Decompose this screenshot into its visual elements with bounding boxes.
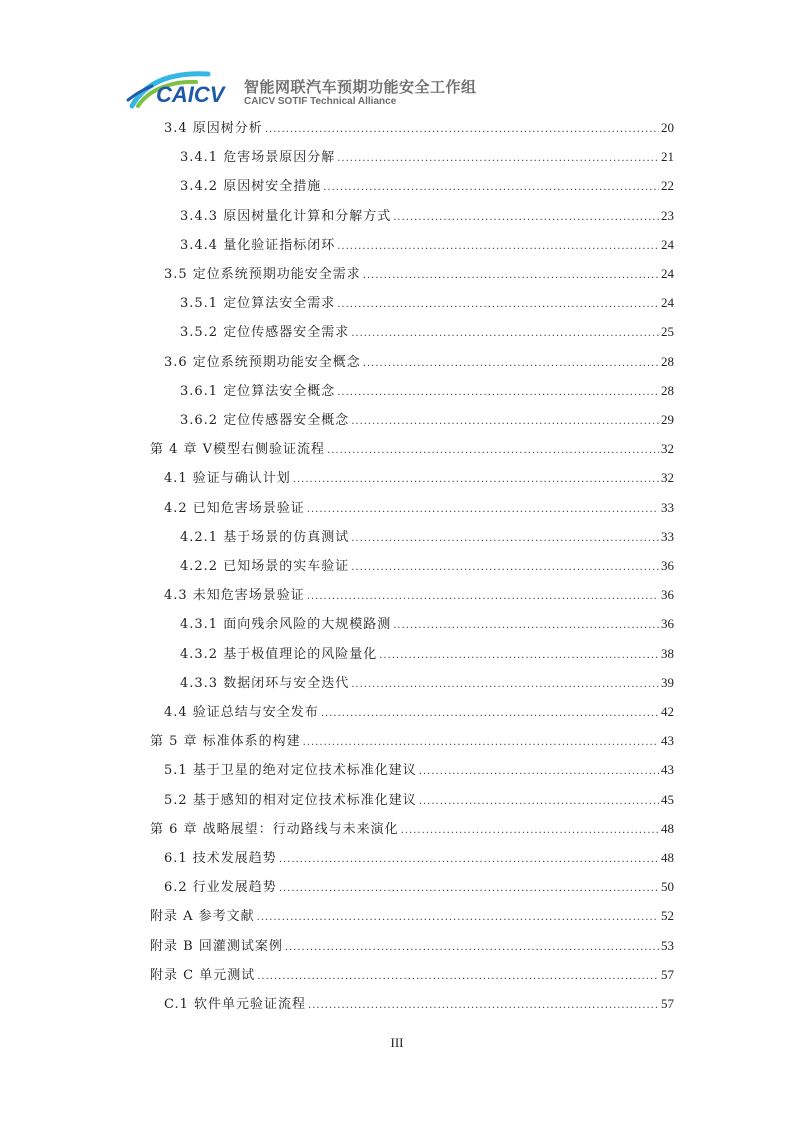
toc-entry-page: 25 xyxy=(661,324,674,340)
toc-entry-page: 36 xyxy=(661,616,674,632)
toc-entry-title: 5.1 基于卫星的绝对定位技术标准化建议 xyxy=(164,763,417,779)
toc-entry[interactable] xyxy=(164,702,674,722)
toc-entry[interactable] xyxy=(164,468,674,488)
toc-entry[interactable] xyxy=(180,293,674,313)
toc-entry-page: 32 xyxy=(661,470,674,486)
logo-wordmark: CAICV xyxy=(156,82,225,107)
toc-entry-page: 32 xyxy=(661,441,674,457)
toc-entry-title: 3.4 原因树分析 xyxy=(164,121,263,136)
toc-entry-title: 3.5.1 定位算法安全需求 xyxy=(180,296,336,312)
toc-entry[interactable] xyxy=(180,176,674,196)
toc-entry-title: 6.1 技术发展趋势 xyxy=(164,851,277,866)
toc-dot-leader xyxy=(337,149,659,169)
toc-dot-leader xyxy=(308,996,659,1016)
caicv-logo xyxy=(126,66,238,110)
toc-entry-title: 4.4 验证总结与安全发布 xyxy=(164,705,319,720)
toc-dot-leader xyxy=(337,295,659,315)
toc-entry-title: 附录 A 参考文献 xyxy=(150,909,255,925)
toc-entry[interactable] xyxy=(164,264,674,284)
toc-entry-title: 第 5 章 标准体系的构建 xyxy=(150,734,301,750)
toc-entry[interactable] xyxy=(150,731,674,751)
toc-dot-leader xyxy=(419,792,659,812)
toc-entry[interactable] xyxy=(180,235,674,255)
toc-entry-page: 48 xyxy=(661,850,674,865)
toc-entry-title: 4.2.1 基于场景的仿真测试 xyxy=(180,529,350,545)
toc-entry-page: 43 xyxy=(661,733,674,749)
toc-entry-page: 22 xyxy=(661,178,674,194)
toc-dot-leader xyxy=(351,675,659,695)
toc-entry-title: 3.5.2 定位传感器安全需求 xyxy=(180,325,350,341)
toc-entry[interactable] xyxy=(180,673,674,693)
toc-entry-title: 附录 C 单元测试 xyxy=(150,967,256,983)
toc-dot-leader xyxy=(379,646,659,666)
toc-dot-leader xyxy=(279,850,659,870)
toc-dot-leader xyxy=(419,762,659,782)
toc-entry[interactable] xyxy=(180,147,674,167)
toc-entry[interactable] xyxy=(164,498,674,518)
toc-entry-title: 3.5 定位系统预期功能安全需求 xyxy=(164,267,361,282)
toc-entry[interactable] xyxy=(180,644,674,664)
toc-entry-title: 3.4.2 原因树安全措施 xyxy=(180,179,322,195)
page-header xyxy=(126,66,506,114)
toc-entry-title: 3.6.1 定位算法安全概念 xyxy=(180,383,336,399)
toc-entry-page: 50 xyxy=(661,879,674,895)
toc-entry-title: 4.3.3 数据闭环与安全迭代 xyxy=(180,675,350,691)
toc-dot-leader xyxy=(265,120,659,140)
toc-entry-page: 24 xyxy=(661,236,674,252)
toc-entry[interactable] xyxy=(180,381,674,401)
toc-entry-page: 33 xyxy=(661,499,674,515)
toc-entry-page: 52 xyxy=(661,908,674,924)
toc-entry-title: 3.4.1 危害场景原因分解 xyxy=(180,150,336,166)
toc-entry[interactable] xyxy=(150,906,674,926)
toc-entry-title: 4.2 已知危害场景验证 xyxy=(164,500,305,516)
toc-entry[interactable] xyxy=(164,994,674,1014)
toc-entry-page: 42 xyxy=(661,704,674,719)
toc-entry-page: 23 xyxy=(661,207,674,223)
toc-entry[interactable] xyxy=(150,439,674,459)
toc-entry[interactable] xyxy=(150,819,674,839)
toc-dot-leader xyxy=(363,266,659,286)
toc-entry-title: 4.3 未知危害场景验证 xyxy=(164,588,305,604)
toc-dot-leader xyxy=(307,587,659,607)
page-number: III xyxy=(390,1035,404,1050)
toc-entry[interactable] xyxy=(180,556,674,576)
toc-entry-title: 3.6 定位系统预期功能安全概念 xyxy=(164,354,361,370)
toc-entry[interactable] xyxy=(164,848,674,868)
toc-entry-title: 4.2.2 已知场景的实车验证 xyxy=(180,559,350,574)
toc-entry[interactable] xyxy=(164,585,674,605)
toc-entry-title: 第 6 章 战略展望：行动路线与未来演化 xyxy=(150,821,399,837)
toc-entry-page: 29 xyxy=(661,412,674,427)
toc-entry-page: 57 xyxy=(661,966,674,982)
toc-dot-leader xyxy=(321,704,659,724)
toc-entry-title: C.1 软件单元验证流程 xyxy=(164,997,307,1012)
toc-entry-page: 21 xyxy=(661,149,674,165)
toc-entry[interactable] xyxy=(164,352,674,372)
toc-entry[interactable] xyxy=(180,614,674,634)
toc-entry-title: 4.3.1 面向残余风险的大规模路测 xyxy=(180,617,392,633)
toc-entry-page: 39 xyxy=(661,674,674,690)
toc-dot-leader xyxy=(363,354,659,374)
toc-dot-leader xyxy=(351,558,659,578)
toc-entry-page: 53 xyxy=(661,937,674,953)
toc-entry-page: 57 xyxy=(661,996,674,1011)
toc-entry[interactable] xyxy=(180,322,674,342)
toc-dot-leader xyxy=(307,500,659,520)
toc-entry[interactable] xyxy=(150,936,674,956)
org-name-chinese: 智能网联汽车预期功能安全工作组 xyxy=(244,78,477,96)
toc-entry-title: 3.6.2 定位传感器安全概念 xyxy=(180,413,350,428)
toc-dot-leader xyxy=(351,529,659,549)
toc-entry-title: 5.2 基于感知的相对定位技术标准化建议 xyxy=(164,792,417,808)
toc-entry-page: 36 xyxy=(661,587,674,603)
toc-entry-page: 24 xyxy=(661,266,674,281)
toc-dot-leader xyxy=(401,821,659,841)
toc-entry[interactable] xyxy=(164,760,674,780)
toc-entry-page: 45 xyxy=(661,791,674,807)
org-name-english: CAICV SOTIF Technical Alliance xyxy=(244,96,397,107)
toc-dot-leader xyxy=(257,967,659,987)
toc-entry-page: 33 xyxy=(661,528,674,544)
toc-entry-title: 3.4.3 原因树量化计算和分解方式 xyxy=(180,208,392,224)
toc-entry-page: 43 xyxy=(661,762,674,778)
toc-entry-page: 28 xyxy=(661,353,674,369)
toc-entry-title: 4.3.2 基于极值理论的风险量化 xyxy=(180,646,378,662)
toc-dot-leader xyxy=(303,733,659,753)
toc-entry-title: 6.2 行业发展趋势 xyxy=(164,880,277,896)
toc-entry-page: 24 xyxy=(661,295,674,311)
toc-dot-leader xyxy=(323,178,659,198)
toc-dot-leader xyxy=(393,208,659,228)
toc-entry[interactable] xyxy=(180,206,674,226)
toc-entry-title: 3.4.4 量化验证指标闭环 xyxy=(180,237,336,253)
toc-entry-page: 38 xyxy=(661,645,674,661)
toc-entry[interactable] xyxy=(164,790,674,810)
toc-dot-leader xyxy=(337,237,659,257)
toc-dot-leader xyxy=(279,879,659,899)
toc-dot-leader xyxy=(337,383,659,403)
toc-dot-leader xyxy=(351,324,659,344)
toc-dot-leader xyxy=(257,908,659,928)
toc-entry-title: 4.1 验证与确认计划 xyxy=(164,471,291,487)
toc-dot-leader xyxy=(285,938,659,958)
toc-entry[interactable] xyxy=(164,118,674,138)
toc-entry[interactable] xyxy=(180,527,674,547)
toc-entry[interactable] xyxy=(150,965,674,985)
toc-entry-page: 20 xyxy=(661,120,674,135)
toc-entry-title: 第 4 章 V模型右侧验证流程 xyxy=(150,442,326,458)
toc-entry-page: 48 xyxy=(661,820,674,836)
toc-dot-leader xyxy=(393,616,659,636)
toc-entry[interactable] xyxy=(164,877,674,897)
toc-dot-leader xyxy=(327,441,659,461)
toc-entry-page: 36 xyxy=(661,558,674,573)
toc-dot-leader xyxy=(293,470,659,490)
toc-entry[interactable] xyxy=(180,410,674,430)
toc-entry-page: 28 xyxy=(661,382,674,398)
toc-entry-title: 附录 B 回灌测试案例 xyxy=(150,938,283,954)
toc-dot-leader xyxy=(351,412,659,432)
